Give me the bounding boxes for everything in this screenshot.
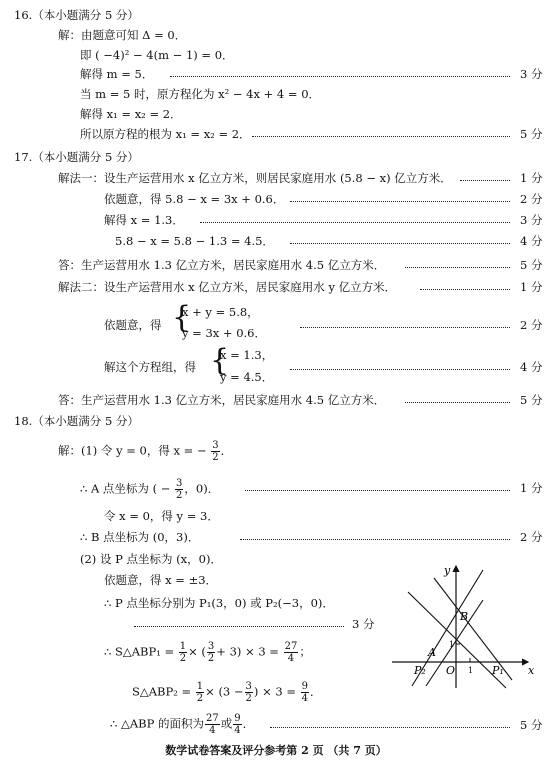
- fraction: $\frac{3}{2}$: [212, 440, 219, 463]
- q17-line-9: 答：生产运营用水 1.3 亿立方米，居民家庭用水 4.5 亿立方米．: [58, 393, 386, 407]
- q17-line-7: 依题意，得: [104, 318, 162, 332]
- system-1-eq-1: x + y = 5.8，: [182, 305, 259, 319]
- label-P2: P₂: [414, 664, 426, 677]
- q18-line-2: ∴ A 点坐标为 ( − $\frac{3}{2}$ ，0)．: [80, 478, 220, 501]
- brace: {: [210, 343, 230, 378]
- score: 4 分: [520, 234, 543, 248]
- label-P1: P₁: [492, 664, 504, 677]
- q17-line-5: 答：生产运营用水 1.3 亿立方米，居民家庭用水 4.5 亿立方米．: [58, 258, 386, 272]
- fraction: $\frac{27}{4}$: [284, 641, 298, 664]
- score: 2 分: [520, 318, 543, 332]
- q17-line-3: 解得 x = 1.3．: [104, 213, 184, 227]
- fraction: $\frac{3}{2}$: [176, 478, 183, 501]
- fraction: $\frac{3}{2}$: [207, 641, 215, 664]
- score: 5 分: [520, 258, 543, 272]
- q18-line-6: 依题意，得 x = ±3．: [104, 573, 218, 587]
- q17-line-6: 解法二：设生产运营用水 x 亿立方米，居民家庭用水 y 亿立方米．: [58, 280, 397, 294]
- coordinate-graph: [388, 562, 540, 692]
- tick-1-x: 1: [468, 666, 474, 675]
- tick-1-y: 1: [449, 640, 455, 649]
- dot-leader: [134, 626, 344, 627]
- dot-leader: [420, 289, 510, 290]
- dot-leader: [200, 222, 510, 223]
- q18-line-8: ∴ S△ABP₁ = $\frac{1}{2}$ × ( $\frac{3}{2}$ + 3) × 3 = $\frac{27}{4}$ ；: [104, 641, 311, 664]
- dot-leader: [270, 727, 510, 728]
- q16-title: 16.（本小题满分 5 分）: [14, 8, 139, 22]
- q16-line-6: 所以原方程的根为 x₁ = x₂ = 2．: [80, 127, 251, 141]
- label-O: O: [446, 664, 456, 677]
- system-1-eq-2: y = 3x + 0.6．: [182, 326, 266, 340]
- score: 1 分: [520, 171, 543, 185]
- score: 5 分: [520, 127, 543, 141]
- q17-line-1: 解法一：设生产运营用水 x 亿立方米，则居民家庭用水 (5.8 − x) 亿立方米．: [58, 171, 452, 185]
- q16-line-4: 当 m = 5 时，原方程化为 x² − 4x + 4 = 0．: [80, 87, 321, 101]
- label-y: y: [444, 564, 451, 577]
- score: 3 分: [520, 67, 543, 81]
- q18-line-4: ∴ B 点坐标为 (0，3)．: [80, 530, 200, 544]
- dot-leader: [405, 402, 510, 403]
- score: 5 分: [520, 718, 543, 732]
- q17-line-4: 5.8 − x = 5.8 − 1.3 = 4.5．: [115, 234, 274, 248]
- q16-line-5: 解得 x₁ = x₂ = 2．: [80, 107, 182, 121]
- dot-leader: [290, 201, 510, 202]
- q17-title: 17.（本小题满分 5 分）: [14, 150, 139, 164]
- score: 4 分: [520, 360, 543, 374]
- brace: {: [172, 300, 192, 335]
- q18-line-9: S△ABP₂ = $\frac{1}{2}$ × (3 − $\frac{3}{2}$ ) × 3 = $\frac{9}{4}$ ．: [132, 681, 322, 704]
- q18-line-7: ∴ P 点坐标分别为 P₁(3，0) 或 P₂(−3，0)．: [104, 596, 334, 610]
- label-B: B: [460, 610, 469, 623]
- q17-line-2: 依题意，得 5.8 − x = 3x + 0.6．: [104, 192, 285, 206]
- q18-line-3: 令 x = 0，得 y = 3．: [104, 509, 219, 523]
- q18-line-10: ∴ △ABP 的面积为 $\frac{27}{4}$ 或 $\frac{9}{4}$ ．: [110, 713, 255, 736]
- score: 1 分: [520, 481, 543, 495]
- score: 5 分: [520, 393, 543, 407]
- q17-line-8: 解这个方程组，得: [104, 360, 196, 374]
- system-2-eq-2: y = 4.5．: [220, 370, 274, 384]
- fraction: $\frac{27}{4}$: [205, 713, 219, 736]
- q16-line-1: 解：由题意可知 Δ = 0．: [58, 28, 187, 42]
- score: 1 分: [520, 280, 543, 294]
- dot-leader: [245, 490, 510, 491]
- label-x: x: [528, 664, 535, 677]
- fraction: $\frac{9}{4}$: [301, 681, 308, 704]
- dot-leader: [290, 243, 510, 244]
- q18-title: 18.（本小题满分 5 分）: [14, 414, 139, 428]
- fraction: $\frac{1}{2}$: [179, 641, 187, 664]
- q16-line-2: 即 ( −4)² − 4(m − 1) = 0．: [80, 48, 234, 62]
- q18-line-5: (2) 设 P 点坐标为 (x，0)．: [80, 552, 222, 566]
- dot-leader: [300, 327, 510, 328]
- fraction: $\frac{9}{4}$: [234, 713, 241, 736]
- score: 3 分: [352, 617, 375, 631]
- dot-leader: [240, 539, 510, 540]
- q16-line-3: 解得 m = 5．: [80, 67, 154, 81]
- dot-leader: [252, 136, 510, 137]
- score: 2 分: [520, 192, 543, 206]
- system-2-eq-1: x = 1.3，: [220, 348, 274, 362]
- dot-leader: [460, 180, 510, 181]
- fraction: $\frac{3}{2}$: [245, 681, 252, 704]
- fraction: $\frac{1}{2}$: [196, 681, 204, 704]
- q18-line-1: 解：(1) 令 y = 0，得 x = − $\frac{3}{2}$ ．: [58, 440, 233, 463]
- label-A: A: [428, 646, 436, 659]
- dot-leader: [405, 267, 510, 268]
- score: 3 分: [520, 213, 543, 227]
- score: 2 分: [520, 530, 543, 544]
- page-footer: 数学试卷答案及评分参考第 2 页 （共 7 页）: [165, 744, 387, 757]
- dot-leader: [170, 76, 510, 77]
- dot-leader: [290, 369, 510, 370]
